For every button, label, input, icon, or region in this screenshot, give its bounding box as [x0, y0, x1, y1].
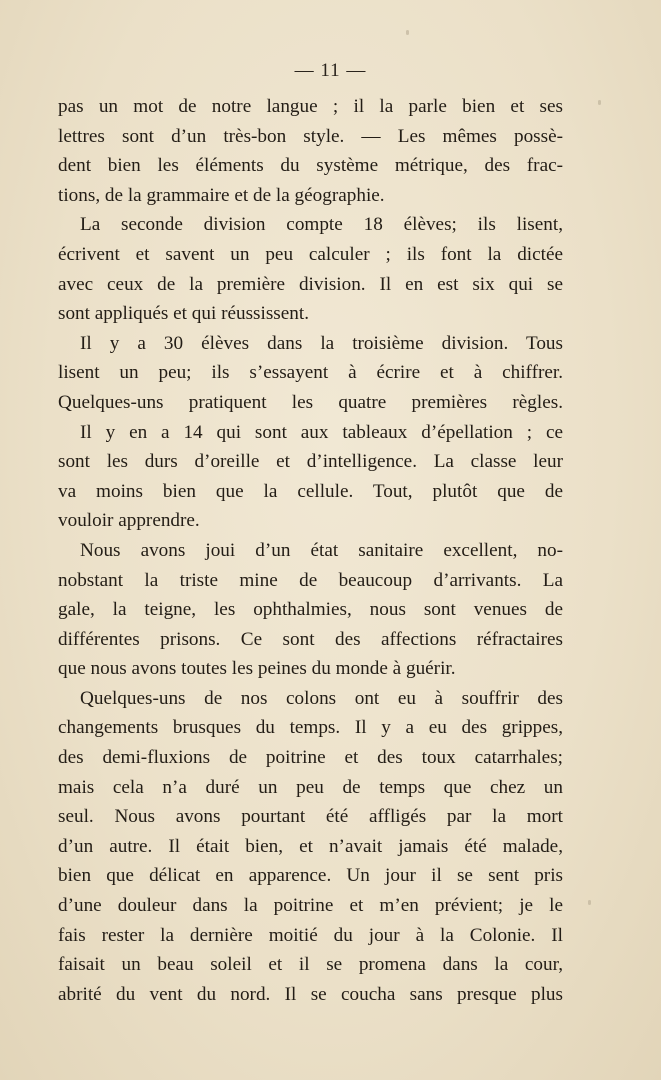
- text-line: d’une douleur dans la poitrine et m’en prévient; je le: [58, 895, 563, 917]
- text-line: fais rester la dernière moitié du jour à la Colonie. Il: [58, 924, 563, 946]
- text-line: gale, la teigne, les ophthalmies, nous sont venues de: [58, 599, 563, 621]
- text-line: Quelques-uns de nos colons ont eu à souffrir des: [80, 687, 563, 709]
- text-line: pas un mot de notre langue ; il la parle bien et ses: [58, 96, 563, 117]
- text-line: Nous avons joui d’un état sanitaire excellent, no-: [80, 539, 563, 561]
- paper-speck: [598, 100, 601, 105]
- text-line: Quelques-uns pratiquent les quatre premières règles.: [58, 391, 563, 413]
- text-line: tions, de la grammaire et de la géographie.: [58, 184, 385, 206]
- text-line: sont appliqués et qui réussissent.: [58, 303, 310, 325]
- text-line: changements brusques du temps. Il y a eu des grippes,: [58, 717, 563, 739]
- text-line: La seconde division compte 18 élèves; ils lisent,: [80, 214, 563, 236]
- text-line: lisent un peu; ils s’essayent à écrire et à chiffrer.: [58, 362, 563, 384]
- text-line: sont les durs d’oreille et d’intelligence. La classe leur: [58, 451, 563, 473]
- text-line: va moins bien que la cellule. Tout, plutôt que de: [58, 480, 563, 502]
- text-line: écrivent et savent un peu calculer ; ils font la dictée: [58, 243, 563, 265]
- page-body-text: [58, 92, 563, 1009]
- text-line: dent bien les éléments du système métrique, des frac-: [58, 155, 563, 177]
- text-line: différentes prisons. Ce sont des affections réfractaires: [58, 628, 563, 650]
- text-line: Il y a 30 élèves dans la troisième division. Tous: [80, 332, 563, 354]
- text-line: mais cela n’a duré un peu de temps que chez un: [58, 776, 563, 798]
- page-number: — 11 —: [294, 60, 367, 81]
- paper-speck: [588, 900, 591, 905]
- text-line: bien que délicat en apparence. Un jour il se sent pris: [58, 865, 563, 887]
- text-line: Il y en a 14 qui sont aux tableaux d’épellation ; ce: [80, 421, 563, 443]
- text-line: avec ceux de la première division. Il en est six qui se: [58, 273, 563, 295]
- text-line: abrité du vent du nord. Il se coucha sans presque plus: [58, 983, 563, 1005]
- paper-speck: [406, 30, 409, 35]
- text-line: faisait un beau soleil et il se promena dans la cour,: [58, 954, 563, 976]
- text-line: d’un autre. Il était bien, et n’avait jamais été malade,: [58, 835, 563, 857]
- text-line: seul. Nous avons pourtant été affligés par la mort: [58, 806, 563, 828]
- text-line: nobstant la triste mine de beaucoup d’arrivants. La: [58, 569, 563, 591]
- text-line: vouloir apprendre.: [58, 510, 200, 532]
- text-line: des demi-fluxions de poitrine et des toux catarrhales;: [58, 747, 563, 769]
- text-line: que nous avons toutes les peines du monde à guérir.: [58, 658, 456, 680]
- text-line: lettres sont d’un très-bon style. — Les mêmes possè-: [58, 125, 563, 147]
